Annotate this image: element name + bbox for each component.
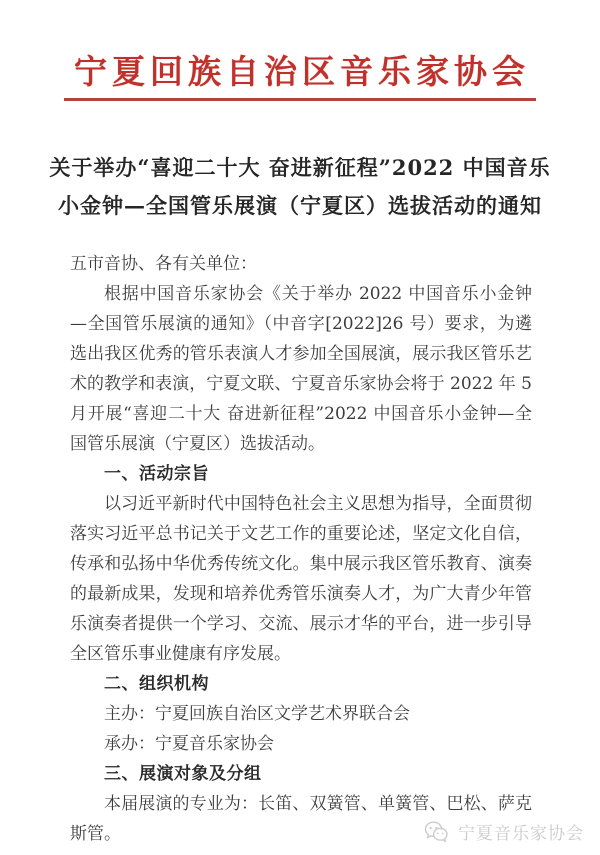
paragraph-basis: 根据中国音乐家协会《关于举办 2022 中国音乐小金钟—全国管乐展演的通知》（中音字[2022]26 号）要求，为遴选出我区优秀的管乐表演人才参加全国展演，展示我区管乐艺术的教学和表演，宁夏文联、宁夏音乐家协会将于 2022 年 5 月开展“喜迎二十大 奋进新征程”2022 中国音乐小金钟—全国管乐展演（宁夏区）选拔活动。 — [70, 284, 532, 454]
org-header — [0, 0, 600, 101]
paragraph-organizer: 承办：宁夏音乐家协会 — [104, 734, 274, 754]
section-heading-2: 二、组织机构 — [104, 674, 209, 694]
notice-body — [70, 249, 532, 849]
org-title: 宁夏回族自治区音乐家协会 — [64, 46, 536, 101]
notice-title — [0, 149, 600, 225]
section-heading-1: 一、活动宗旨 — [104, 464, 209, 484]
wechat-account-name: 宁夏音乐家协会 — [458, 824, 584, 844]
notice-title-line1: 关于举办“喜迎二十大 奋进新征程”2022 中国音乐 — [49, 155, 551, 180]
wechat-icon — [424, 820, 452, 844]
salutation: 五市音协、各有关单位： — [70, 254, 257, 274]
paragraph-host: 主办：宁夏回族自治区文学艺术界联合会 — [104, 704, 410, 724]
wechat-watermark — [424, 819, 584, 844]
section-heading-3: 三、展演对象及分组 — [104, 764, 262, 784]
paragraph-purpose: 以习近平新时代中国特色社会主义思想为指导，全面贯彻落实习近平总书记关于文艺工作的重要论述，坚定文化自信，传承和弘扬中华优秀传统文化。集中展示我区管乐教育、演奏的最新成果，发现和培养优秀管乐演奏人才，为广大青少年管乐演奏者提供一个学习、交流、展示才华的平台，进一步引导全区管乐事业健康有序发展。 — [70, 494, 532, 664]
notice-title-line2: 小金钟—全国管乐展演（宁夏区）选拔活动的通知 — [58, 193, 542, 218]
paragraph-majors: 本届展演的专业为：长笛、双簧管、单簧管、巴松、萨克斯管。 — [70, 794, 532, 844]
